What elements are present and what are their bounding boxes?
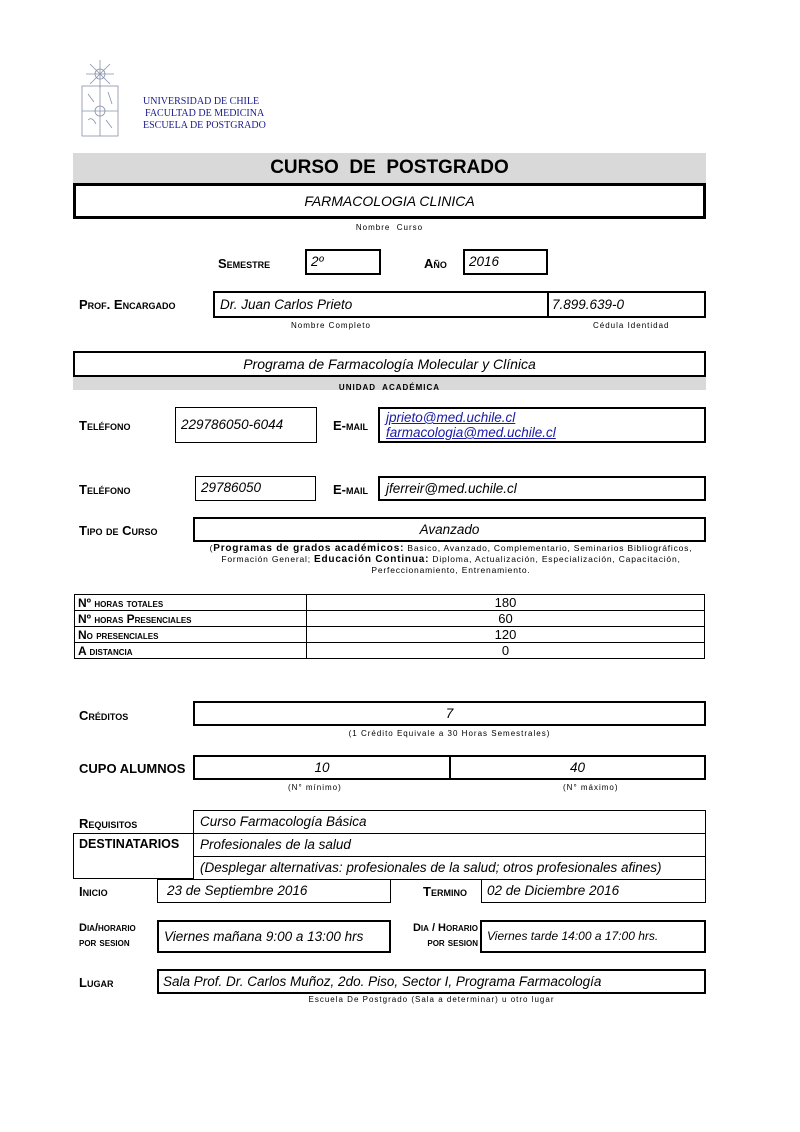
recipients-value: Profesionales de la salud [200,837,351,852]
table-row [75,595,705,611]
place-caption: Escuela De Postgrado (Sala a determinar) u otro lugar [308,995,555,1004]
hours-presential-label: Nº horas Presenciales [75,611,307,627]
email2-label: E-mail [333,482,368,497]
course-type-value: Avanzado [419,522,480,537]
schedule2-label: Dia / Horario por sesion [412,922,478,949]
requirements-label: Requisitos [79,816,138,831]
credits-note: (1 Crédito Equivale a 30 Horas Semestrales) [348,729,551,738]
hours-nonpresential-label: No presenciales [75,627,307,643]
academic-unit-value: Programa de Farmacología Molecular y Clínica [243,356,536,372]
academic-unit-caption: UNIDAD ACADÉMICA [338,383,441,392]
university-line: UNIVERSIDAD DE CHILE [143,96,260,107]
course-type-field[interactable] [193,517,706,542]
schedule2-field[interactable] [480,920,706,953]
academic-unit-field[interactable] [73,351,706,377]
professor-name-field[interactable] [213,291,549,318]
phone2-label: Teléfono [79,482,131,497]
email1-field[interactable] [378,407,706,443]
schedule1-value: Viernes mañana 9:00 a 13:00 hrs [164,929,364,944]
email2-value: jferreir@med.uchile.cl [386,481,517,496]
email-link-farmacologia[interactable]: farmacologia@med.uchile.cl [386,425,556,440]
quota-min-field[interactable] [193,755,451,780]
recipients-note: (Desplegar alternativas: profesionales de la salud; otros profesionales afines) [200,860,662,875]
phone1-value: 229786050-6044 [181,417,284,432]
anio-field[interactable] [463,249,548,275]
recipients-field[interactable] [193,833,706,857]
id-caption: Cédula Identidad [593,321,670,330]
quota-max-value: 40 [569,760,586,775]
credits-label: Créditos [79,708,129,723]
phone1-label: Teléfono [79,418,131,433]
course-name: FARMACOLOGIA CLINICA [304,193,475,209]
phone2-field[interactable] [195,476,316,501]
hours-nonpresential-value[interactable]: 120 [307,627,705,643]
hours-distance-label: A distancia [75,643,307,659]
table-row [75,611,705,627]
email2-field[interactable] [378,476,706,501]
recipients-note-cell [193,856,706,880]
schedule2-value: Viernes tarde 14:00 a 17:00 hrs. [487,929,659,943]
end-label: Termino [423,884,467,899]
start-date-field[interactable] [157,879,391,903]
anio-value: 2016 [469,254,500,269]
quota-max-field[interactable] [449,755,706,780]
name-caption: Nombre Completo [291,321,371,330]
faculty-line: FACULTAD DE MEDICINA [145,108,265,119]
table-row [75,643,705,659]
hours-total-label: Nº horas totales [75,595,307,611]
quota-min-caption: (N° mínimo) [288,783,342,792]
page-title-bar [73,153,706,183]
credits-field[interactable] [193,701,706,726]
place-label: Lugar [79,975,114,990]
schedule1-label: Dia/horario por sesion [79,922,136,949]
hours-presential-value[interactable]: 60 [307,611,705,627]
end-date-field[interactable] [481,879,706,903]
professor-name: Dr. Juan Carlos Prieto [220,297,353,312]
semestre-field[interactable] [305,249,381,275]
hours-total-value[interactable]: 180 [307,595,705,611]
place-field[interactable] [157,969,706,994]
semestre-label: Semestre [218,256,271,271]
quota-max-caption: (N° máximo) [563,783,619,792]
place-value: Sala Prof. Dr. Carlos Muñoz, 2do. Piso, Sector I, Programa Farmacología [163,974,602,989]
anio-label: Año [424,256,447,271]
course-type-note: (Programas de grados académicos: Basico, Avanzado, Complementario, Seminarios Bibliográficos, Formación General; Educación Continua: Diploma, Actualización, Especialización, Capacitación, Perfeccionamiento, Entrenamiento. [209,543,693,575]
academic-unit-caption-bar [73,377,706,390]
quota-min-value: 10 [314,760,330,775]
email-link-jprieto[interactable]: jprieto@med.uchile.cl [386,410,516,425]
email1-label: E-mail [333,418,368,433]
schedule1-field[interactable] [157,920,391,953]
phone1-field[interactable] [175,407,317,443]
phone2-value: 29786050 [201,480,262,495]
hours-table [74,594,705,659]
quota-label: CUPO ALUMNOS [79,761,186,776]
university-crest-icon [78,60,122,140]
table-row [75,627,705,643]
course-name-field[interactable] [73,183,706,219]
professor-id-field[interactable] [547,291,706,318]
professor-id: 7.899.639-0 [552,297,625,312]
institution-name [143,96,266,132]
page-title: CURSO DE POSTGRADO [270,157,509,178]
credits-value: 7 [445,706,454,721]
recipients-label-cell [73,833,194,879]
school-line: ESCUELA DE POSTGRADO [143,120,266,131]
recipients-label: DESTINATARIOS [79,837,180,851]
requirements-field[interactable] [193,810,706,834]
professor-label: Prof. Encargado [79,297,176,312]
start-label: Inicio [79,884,108,899]
requirements-value: Curso Farmacología Básica [200,814,367,829]
semestre-value: 2º [311,254,324,269]
course-name-caption: Nombre Curso [355,223,424,232]
start-date-value: 23 de Septiembre 2016 [167,883,308,898]
course-type-label: Tipo de Curso [79,523,158,538]
hours-distance-value[interactable]: 0 [307,643,705,659]
end-date-value: 02 de Diciembre 2016 [487,883,620,898]
